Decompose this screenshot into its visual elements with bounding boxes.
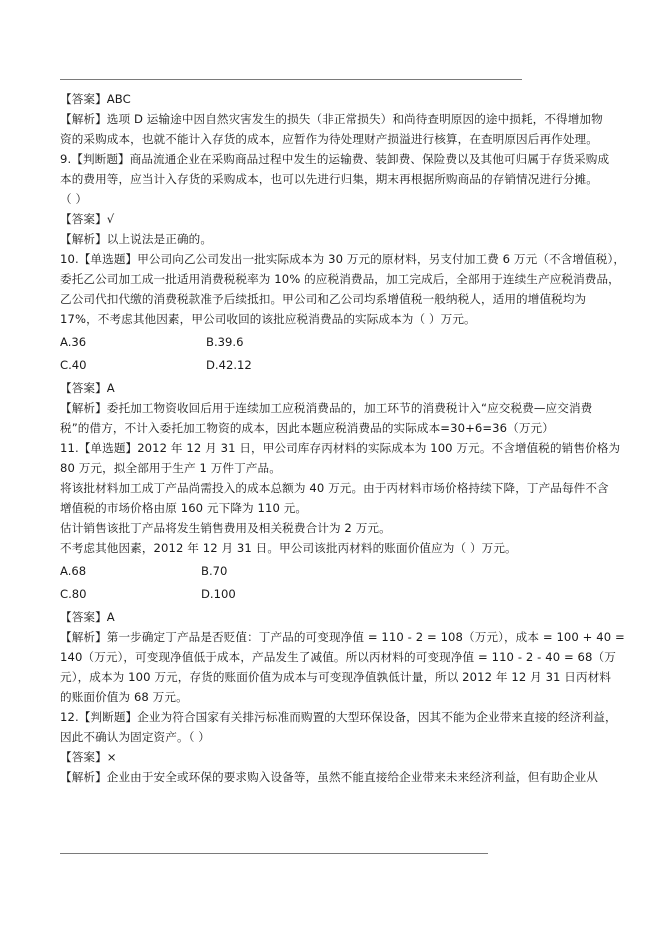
question-11-text: 增值税的市场价格由原 160 元下降为 110 元。: [60, 501, 308, 515]
option-d: D.100: [201, 587, 236, 601]
question-10-text: 10.【单选题】甲公司向乙公司发出一批实际成本为 30 万元的原材料，另支付加工费 6 万元（不含增值税），: [60, 252, 626, 266]
option-a: A.36: [60, 335, 87, 349]
analysis-line: 【解析】企业由于安全或环保的要求购入设备等，虽然不能直接给企业带来未来经济利益，但有助企业从: [60, 770, 598, 784]
question-11-text: 不考虑其他因素，2012 年 12 月 31 日。甲公司该批丙材料的账面价值应为（ ）万元。: [60, 541, 517, 555]
question-10-options-row-2: [60, 355, 610, 375]
question-12-text: 因此不确认为固定资产。（ ）: [60, 730, 211, 744]
option-d: D.42.12: [206, 358, 252, 372]
question-9-text: 9.【判断题】商品流通企业在采购商品过程中发生的运输费、装卸费、保险费以及其他可归属于存货采购成: [60, 152, 610, 166]
answer-line: 【答案】A: [60, 381, 115, 395]
question-11-options-row-2: [60, 584, 610, 604]
analysis-line: 的账面价值为 68 万元。: [60, 690, 188, 704]
analysis-line: 【解析】选项 D 运输途中因自然灾害发生的损失（非正常损失）和尚待查明原因的途中损耗，不得增加物: [60, 112, 603, 126]
answer-line: 【答案】×: [60, 750, 117, 764]
question-10-text: 委托乙公司加工成一批适用消费税税率为 10% 的应税消费品，加工完成后，全部用于连续生产应税消费品，: [60, 272, 620, 286]
analysis-line: 【解析】委托加工物资收回后用于连续加工应税消费品的，加工环节的消费税计入“应交税费—应交消费: [60, 401, 593, 415]
analysis-line: 【解析】第一步确定丁产品是否贬值：丁产品的可变现净值 = 110 - 2 = 108（万元），成本 = 100 + 40 =: [60, 630, 625, 644]
question-10-text: 乙公司代扣代缴的消费税款准予后续抵扣。甲公司和乙公司均系增值税一般纳税人，适用的增值税均为: [60, 292, 587, 306]
answer-line: 【答案】√: [60, 212, 115, 226]
analysis-line: 税”的借方，不计入委托加工物资的成本，因此本题应税消费品的实际成本=30+6=36（万元）: [60, 421, 554, 435]
question-9-blank: （ ）: [60, 192, 88, 206]
analysis-line: 140（万元），可变现净值低于成本，产品发生了减值。所以丙材料的可变现净值 = 110 - 2 - 40 = 68（万: [60, 650, 616, 664]
answer-line: 【答案】ABC: [60, 92, 131, 106]
question-12-text: 12.【判断题】企业为符合国家有关排污标准而购置的大型环保设备，因其不能为企业带来直接的经济利益，: [60, 710, 617, 724]
question-11-options-row-1: [60, 561, 610, 581]
analysis-line: 元），成本为 100 万元，存货的账面价值为成本与可变现净值孰低计量，所以 2012 年 12 月 31 日丙材料: [60, 670, 612, 684]
document-body: [60, 89, 626, 787]
question-11-text: 估计销售该批丁产品将发生销售费用及相关税费合计为 2 万元。: [60, 521, 391, 535]
header-divider: [60, 79, 522, 80]
question-10-options-row-1: [60, 332, 610, 352]
option-b: B.70: [201, 564, 228, 578]
question-10-text: 17%，不考虑其他因素，甲公司收回的该批应税消费品的实际成本为（ ）万元。: [60, 312, 476, 326]
option-c: C.80: [60, 587, 87, 601]
question-11-text: 11.【单选题】2012 年 12 月 31 日，甲公司库存丙材料的实际成本为 100 万元。不含增值税的销售价格为: [60, 441, 621, 455]
option-a: A.68: [60, 564, 87, 578]
question-11-text: 将该批材料加工成丁产品尚需投入的成本总额为 40 万元。由于丙材料市场价格持续下降，丁产品每件不含: [60, 481, 609, 495]
option-c: C.40: [60, 358, 87, 372]
analysis-line: 【解析】以上说法是正确的。: [60, 232, 213, 246]
option-b: B.39.6: [206, 335, 244, 349]
analysis-line: 资的采购成本，也就不能计入存货的成本，应暂作为待处理财产损溢进行核算，在查明原因后再作处理。: [60, 132, 598, 146]
footer-divider: [60, 853, 488, 854]
question-11-text: 80 万元，拟全部用于生产 1 万件丁产品。: [60, 461, 281, 475]
question-9-text: 本的费用等，应当计入存货的采购成本，也可以先进行归集，期末再根据所购商品的存销情况进行分摊。: [60, 172, 598, 186]
answer-line: 【答案】A: [60, 610, 115, 624]
